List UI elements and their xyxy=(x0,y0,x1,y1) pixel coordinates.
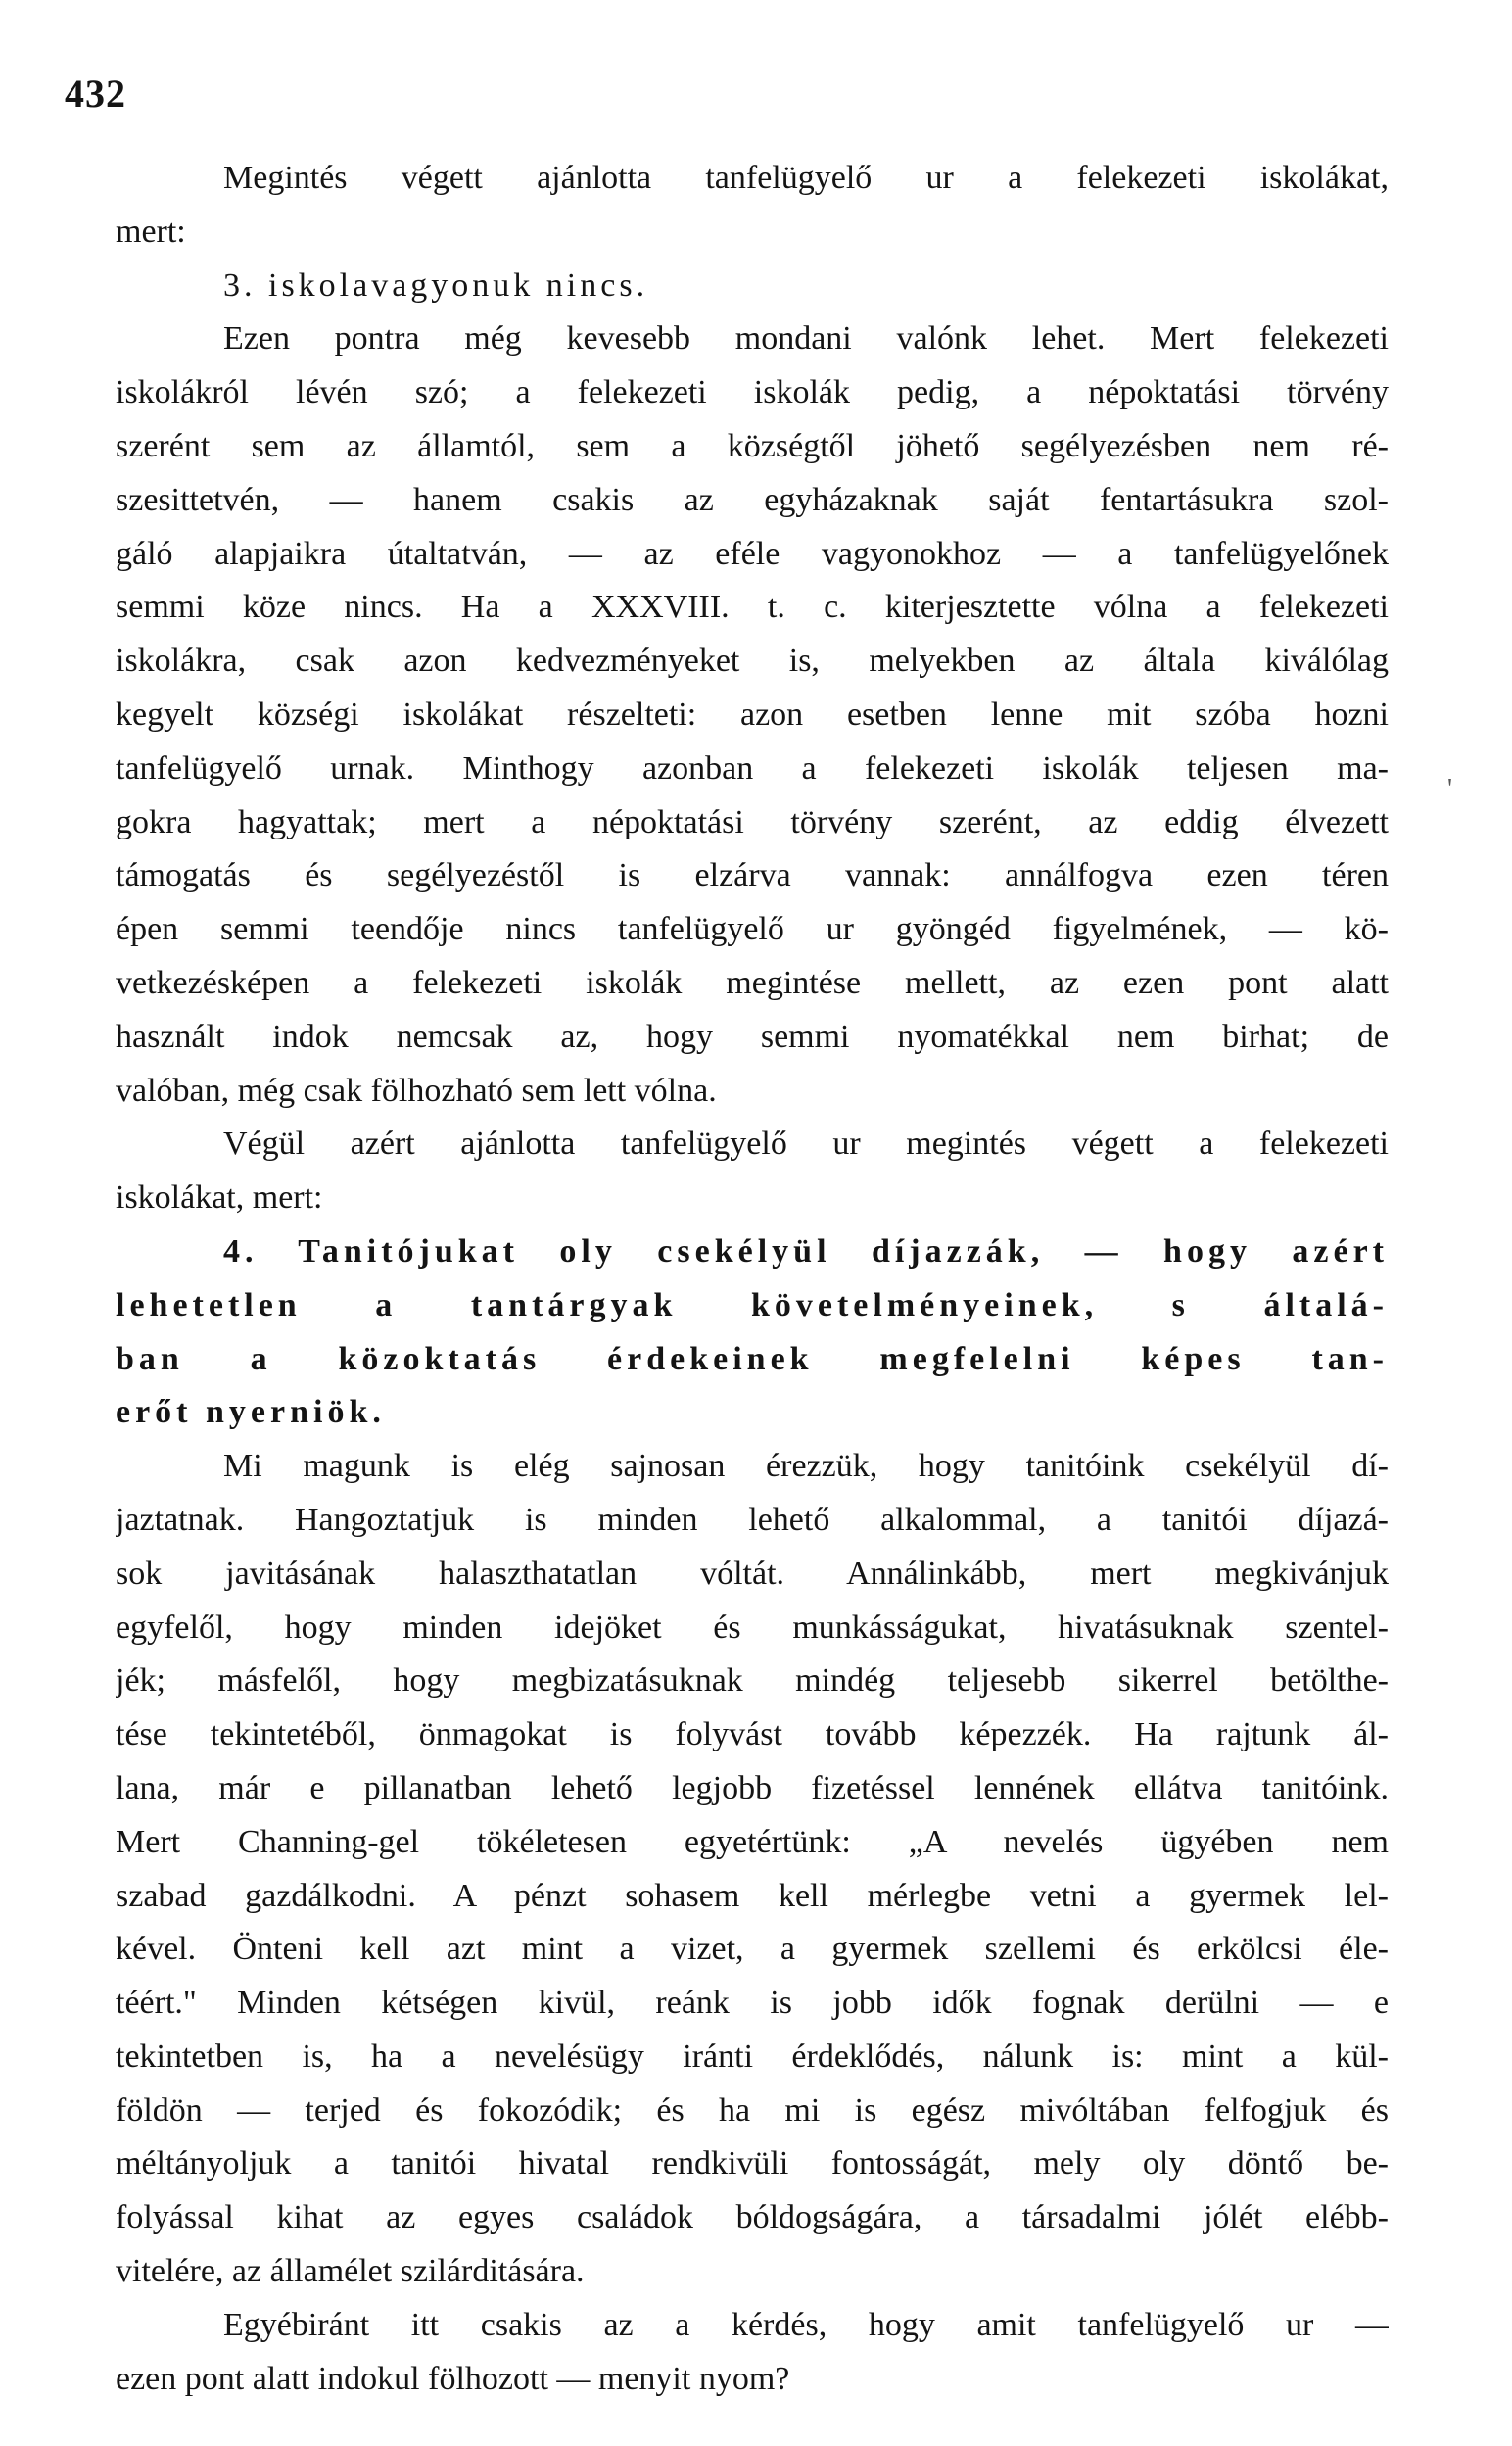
text-line: Egyébiránt itt csakis az a kérdés, hogy amit tanfelügyelő ur — xyxy=(223,2306,1389,2343)
text-line: vetkezésképen a felekezeti iskolák megintése mellett, az ezen pont alatt xyxy=(116,964,1389,1001)
text-line: jaztatnak. Hangoztatjuk is minden lehető alkalommal, a tanitói díjazá- xyxy=(116,1501,1389,1538)
text-line: gokra hagyattak; mert a népoktatási törvény szerént, az eddig élvezett xyxy=(116,803,1389,840)
text-line: iskolákra, csak azon kedvezményeket is, melyekben az általa kiválólag xyxy=(116,643,1389,680)
text-line: iskolákat, mert: xyxy=(116,1179,323,1217)
text-line: szesittetvén, — hanem csakis az egyházaknak saját fentartásukra szol- xyxy=(116,481,1389,518)
text-line: sok javitásának halaszthatatlan vóltát. Annálinkább, mert megkivánjuk xyxy=(116,1555,1389,1592)
text-line: egyfelől, hogy minden idejöket és munkásságukat, hivatásuknak szentel- xyxy=(116,1608,1389,1646)
text-line: 3. iskolavagyonuk nincs. xyxy=(223,266,649,304)
text-line: földön — terjed és fokozódik; és ha mi is egész mivóltában felfogjuk és xyxy=(116,2091,1389,2129)
text-line: kével. Önteni kell azt mint a vizet, a gyermek szellemi és erkölcsi éle- xyxy=(116,1931,1389,1968)
text-line: épen semmi teendője nincs tanfelügyelő ur gyöngéd figyelmének, — kö- xyxy=(116,911,1389,948)
text-line: lehetetlen a tantárgyak követelményeinek, s általá- xyxy=(116,1286,1389,1323)
text-line: szerént sem az államtól, sem a községtől jöhető segélyezésben nem ré- xyxy=(116,427,1389,464)
body-text xyxy=(116,152,1389,2406)
text-line: tekintetben is, ha a nevelésügy iránti érdeklődés, nálunk is: mint a kül- xyxy=(116,2038,1389,2075)
text-line: Mert Channing-gel tökéletesen egyetértünk: „A nevelés ügyében nem xyxy=(116,1823,1389,1860)
text-line: vitelére, az államélet szilárditására. xyxy=(116,2253,585,2290)
text-line: kegyelt községi iskolákat részelteti: azon esetben lenne mit szóba hozni xyxy=(116,695,1389,733)
text-line: támogatás és segélyezéstől is elzárva vannak: annálfogva ezen téren xyxy=(116,857,1389,894)
text-line: szabad gazdálkodni. A pénzt sohasem kell mérlegbe vetni a gyermek lel- xyxy=(116,1877,1389,1914)
text-line: tése tekintetéből, önmagokat is folyvást tovább képezzék. Ha rajtunk ál- xyxy=(116,1716,1389,1753)
text-line: 4. Tanitójukat oly csekélyül díjazzák, — hogy azért xyxy=(223,1232,1389,1270)
text-line: Mi magunk is elég sajnosan érezzük, hogy tanitóink csekélyül dí- xyxy=(223,1448,1389,1485)
text-line: Megintés végett ajánlotta tanfelügyelő ur a felekezeti iskolákat, xyxy=(223,160,1389,196)
text-line: gáló alapjaikra útaltatván, — az eféle vagyonokhoz — a tanfelügyelőnek xyxy=(116,535,1389,572)
text-line: semmi köze nincs. Ha a XXXVIII. t. c. kiterjesztette vólna a felekezeti xyxy=(116,589,1389,626)
text-line: ban a közoktatás érdekeinek megfelelni képes tan- xyxy=(116,1340,1389,1377)
text-line: erőt nyerniök. xyxy=(116,1394,386,1431)
text-line: használt indok nemcsak az, hogy semmi nyomatékkal nem birhat; de xyxy=(116,1018,1389,1055)
text-line: mert: xyxy=(116,213,186,250)
text-line: folyással kihat az egyes családok bóldogságára, a társadalmi jólét elébb- xyxy=(116,2199,1389,2236)
text-line: tanfelügyelő urnak. Minthogy azonban a felekezeti iskolák teljesen ma- xyxy=(116,749,1389,787)
text-line: Végül azért ajánlotta tanfelügyelő ur megintés végett a felekezeti xyxy=(223,1126,1389,1163)
text-line: jék; másfelől, hogy megbizatásuknak mindég teljesebb sikerrel betölthe- xyxy=(116,1662,1389,1700)
text-line: méltányoljuk a tanitói hivatal rendkivüli fontosságát, mely oly döntő be- xyxy=(116,2145,1389,2182)
page-number: 432 xyxy=(65,72,126,116)
text-line: Ezen pontra még kevesebb mondani valónk lehet. Mert felekezeti xyxy=(223,320,1389,358)
text-line: valóban, még csak fölhozható sem lett vólna. xyxy=(116,1072,717,1109)
text-line: iskolákról lévén szó; a felekezeti iskolák pedig, a népoktatási törvény xyxy=(116,374,1389,411)
text-line: téért." Minden kétségen kivül, reánk is jobb idők fognak derülni — e xyxy=(116,1985,1389,2022)
text-line: lana, már e pillanatban lehető legjobb fizetéssel lennének ellátva tanitóink. xyxy=(116,1769,1389,1806)
margin-mark: ' xyxy=(1447,774,1453,804)
text-line: ezen pont alatt indokul fölhozott — menyit nyom? xyxy=(116,2360,790,2397)
